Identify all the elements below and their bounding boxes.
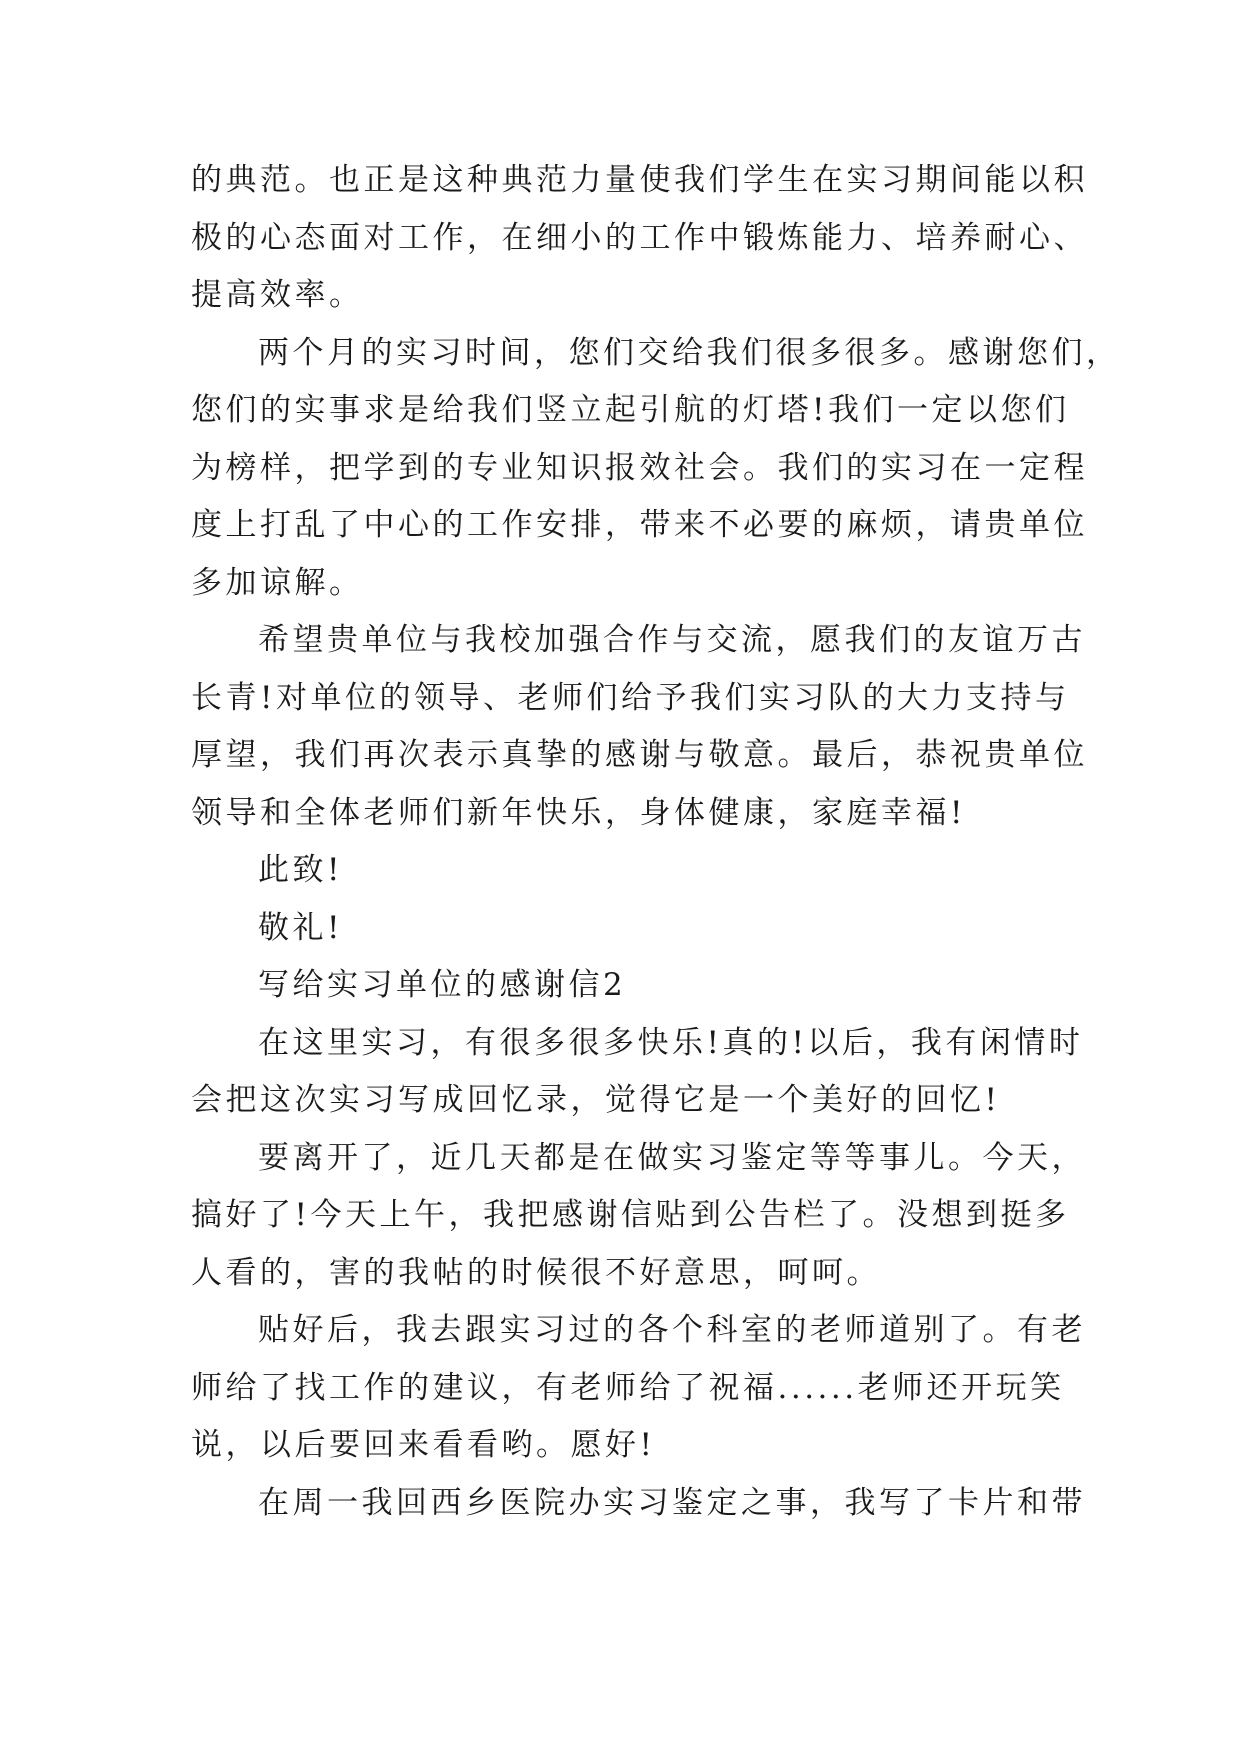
text-line: 在周一我回西乡医院办实习鉴定之事，我写了卡片和带 bbox=[258, 1484, 1086, 1521]
text-line: 多加谅解。 bbox=[191, 564, 364, 601]
text-line: 说，以后要回来看看哟。愿好! bbox=[191, 1427, 656, 1463]
text-line: 希望贵单位与我校加强合作与交流，愿我们的友谊万古 bbox=[258, 622, 1086, 658]
text-line: 贴好后，我去跟实习过的各个科室的老师道别了。有老 bbox=[258, 1312, 1086, 1348]
text-line: 厚望，我们再次表示真挚的感谢与敬意。最后，恭祝贵单位 bbox=[191, 737, 1088, 773]
paragraph bbox=[191, 1475, 1086, 1533]
text-line: 会把这次实习写成回忆录，觉得它是一个美好的回忆! bbox=[191, 1082, 1001, 1118]
section-heading bbox=[191, 957, 1071, 1015]
paragraph bbox=[191, 325, 1121, 613]
paragraph bbox=[191, 1302, 1086, 1475]
closing-salutation bbox=[191, 842, 1071, 900]
text-line: 提高效率。 bbox=[191, 277, 364, 313]
text-line: 领导和全体老师们新年快乐，身体健康，家庭幸福! bbox=[191, 794, 966, 831]
text-line: 人看的，害的我帖的时候很不好意思，呵呵。 bbox=[191, 1254, 881, 1291]
text-line: 极的心态面对工作，在细小的工作中锻炼能力、培养耐心、 bbox=[191, 219, 1088, 256]
paragraph bbox=[191, 152, 1088, 325]
paragraph bbox=[191, 612, 1088, 842]
text-line: 长青!对单位的领导、老师们给予我们实习队的大力支持与 bbox=[191, 679, 1070, 716]
text-line: 敬礼! bbox=[258, 909, 343, 946]
paragraph bbox=[191, 1015, 1084, 1130]
text-line: 师给了找工作的建议，有老师给了祝福......老师还开玩笑 bbox=[191, 1369, 1065, 1406]
text-line: 写给实习单位的感谢信2 bbox=[258, 967, 627, 1003]
paragraph bbox=[191, 1130, 1086, 1303]
text-line: 度上打乱了中心的工作安排，带来不必要的麻烦，请贵单位 bbox=[191, 507, 1088, 543]
document-body bbox=[191, 152, 1121, 1532]
text-line: 此致! bbox=[258, 852, 343, 888]
text-line: 为榜样，把学到的专业知识报效社会。我们的实习在一定程 bbox=[191, 449, 1088, 486]
text-line: 在这里实习，有很多很多快乐!真的!以后，我有闲情时 bbox=[258, 1024, 1084, 1061]
text-line: 的典范。也正是这种典范力量使我们学生在实习期间能以积 bbox=[191, 162, 1088, 198]
text-line: 两个月的实习时间，您们交给我们很多很多。感谢您们， bbox=[258, 334, 1121, 371]
text-line: 搞好了!今天上午，我把感谢信贴到公告栏了。没想到挺多 bbox=[191, 1197, 1070, 1233]
text-line: 要离开了，近几天都是在做实习鉴定等等事儿。今天， bbox=[258, 1139, 1086, 1176]
closing-regards bbox=[191, 900, 1071, 958]
text-line: 您们的实事求是给我们竖立起引航的灯塔!我们一定以您们 bbox=[191, 392, 1070, 428]
